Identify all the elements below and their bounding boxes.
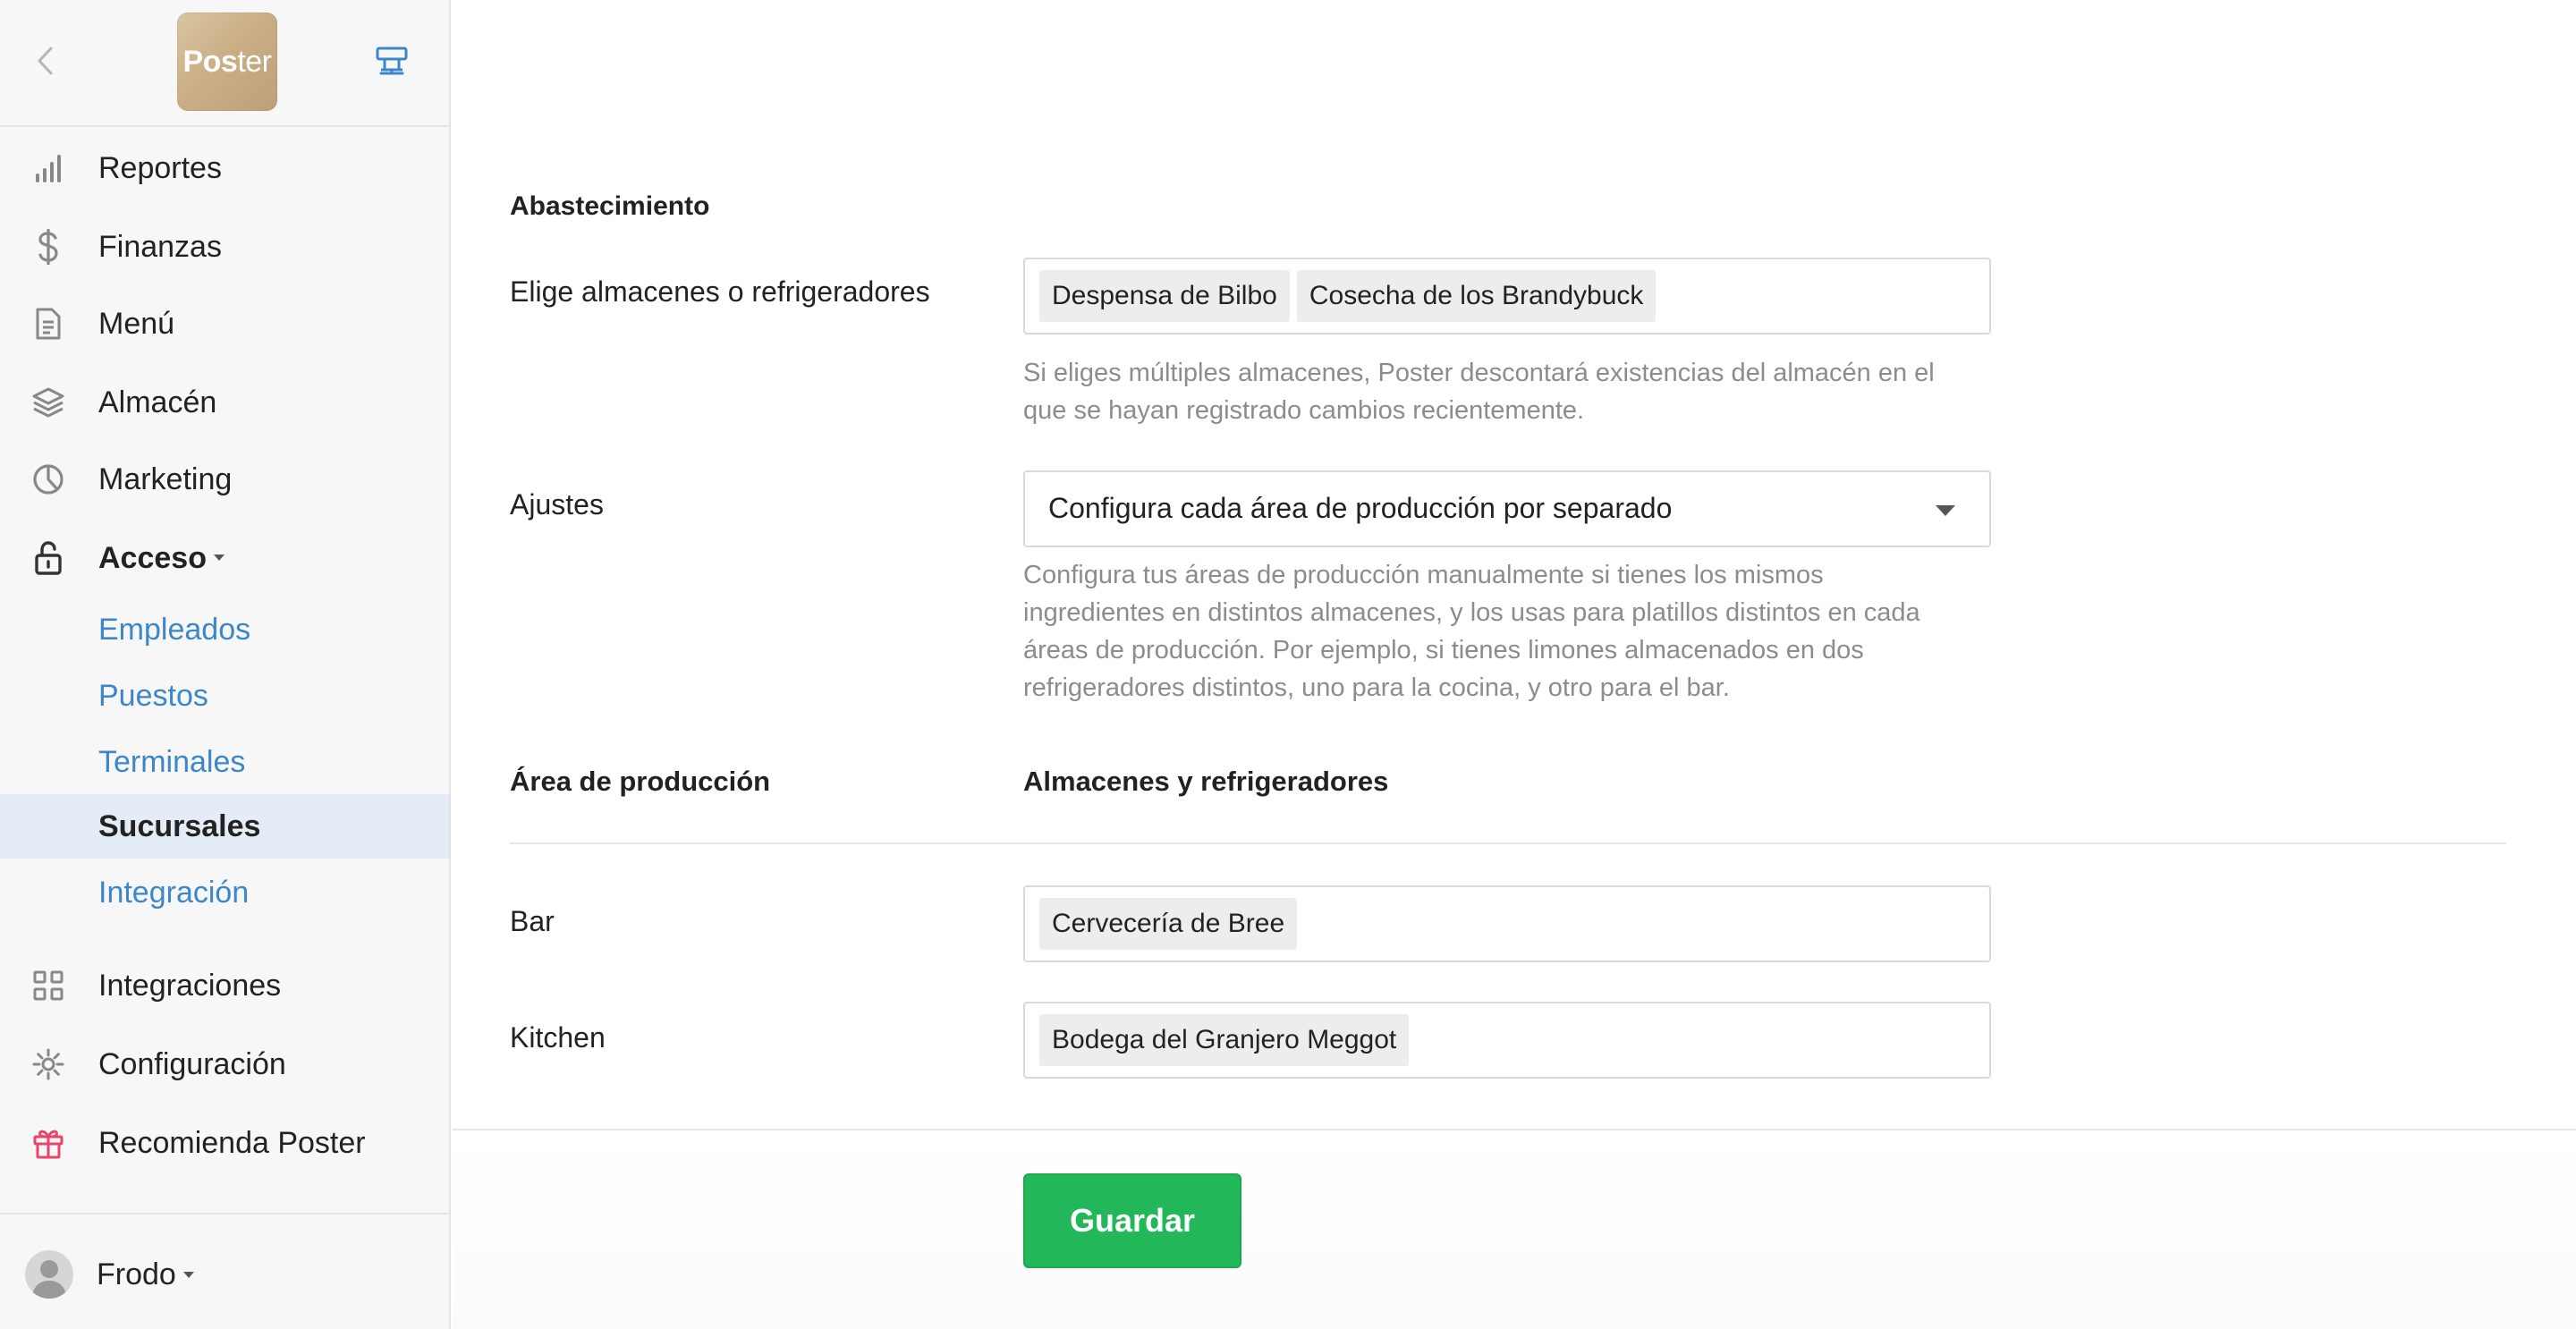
storages-help <box>1023 354 2007 429</box>
nav-label: Configuración <box>98 1046 286 1081</box>
settings-select[interactable] <box>1023 470 1991 547</box>
user-menu <box>0 1213 449 1329</box>
sidebar-item-puestos[interactable] <box>0 664 449 728</box>
section-title: Abastecimiento <box>510 191 710 221</box>
storages-tags <box>1039 270 1656 322</box>
area-tags <box>1039 898 1297 950</box>
nav-label: Acceso <box>98 540 207 575</box>
pie-chart-icon <box>30 461 66 497</box>
nav-item-acceso[interactable] <box>0 522 449 594</box>
nav-label: Almacén <box>98 385 217 419</box>
layers-icon <box>30 385 66 420</box>
area-name-bar: Bar <box>510 905 555 937</box>
storages-label: Elige almacenes o refrigeradores <box>510 275 930 308</box>
nav-label: Integraciones <box>98 968 282 1003</box>
pos-terminal-icon[interactable] <box>372 43 411 82</box>
nav-item-finanzas[interactable] <box>0 211 449 283</box>
sub-label: Empleados <box>98 612 251 647</box>
column-header-storages: Almacenes y refrigeradores <box>1023 766 1389 797</box>
bar-chart-icon <box>30 150 66 186</box>
area-name-kitchen: Kitchen <box>510 1021 606 1054</box>
help-line: Si eliges múltiples almacenes, Poster descontará existencias del almacén en el <box>1023 359 1935 387</box>
storage-tag[interactable]: Despensa de Bilbo <box>1039 270 1290 322</box>
storages-multiselect[interactable] <box>1023 258 1991 334</box>
nav-label: Reportes <box>98 150 222 185</box>
help-line: Configura tus áreas de producción manualmente si tienes los mismos <box>1023 561 1824 589</box>
sidebar <box>0 0 451 1329</box>
nav-item-recomienda-poster[interactable] <box>0 1107 449 1179</box>
poster-logo <box>177 13 277 111</box>
settings-label: Ajustes <box>510 488 604 521</box>
area-bar-storages-multiselect[interactable] <box>1023 885 1991 962</box>
area-tags <box>1039 1014 1409 1066</box>
form-footer <box>453 1129 2576 1329</box>
nav-label: Menú <box>98 306 175 341</box>
sub-label: Puestos <box>98 678 208 713</box>
logo-text-bold: Pos <box>182 44 238 79</box>
help-line: ingredientes en distintos almacenes, y los usas para platillos distintos en cada <box>1023 598 1920 627</box>
avatar[interactable] <box>25 1250 73 1299</box>
back-icon[interactable] <box>29 43 64 79</box>
gift-icon <box>30 1125 66 1161</box>
user-name[interactable] <box>97 1257 194 1292</box>
settings-help <box>1023 556 2007 707</box>
nav-item-menu[interactable] <box>0 288 449 360</box>
document-icon <box>30 306 66 342</box>
column-header-area: Área de producción <box>510 766 771 797</box>
sidebar-header <box>0 0 449 127</box>
storage-tag[interactable]: Cosecha de los Brandybuck <box>1297 270 1657 322</box>
sub-label: Integración <box>98 875 250 910</box>
sidebar-item-integracion[interactable] <box>0 860 449 925</box>
settings-select-value: Configura cada área de producción por separado <box>1048 492 1673 524</box>
sidebar-item-terminales[interactable] <box>0 730 449 794</box>
save-button[interactable]: Guardar <box>1023 1173 1241 1268</box>
sidebar-item-empleados[interactable] <box>0 597 449 662</box>
nav-item-integraciones[interactable] <box>0 950 449 1021</box>
storage-tag[interactable]: Cervecería de Bree <box>1039 898 1297 950</box>
logo-text-light: ter <box>237 44 272 79</box>
grid-icon <box>30 968 66 1003</box>
area-kitchen-storages-multiselect[interactable] <box>1023 1002 1991 1079</box>
nav-item-reportes[interactable] <box>0 132 449 204</box>
nav-item-marketing[interactable] <box>0 444 449 515</box>
gear-icon <box>30 1046 66 1082</box>
nav-item-configuracion[interactable] <box>0 1028 449 1100</box>
sub-label: Terminales <box>98 744 246 779</box>
user-name-text: Frodo <box>97 1257 176 1291</box>
chevron-down-icon <box>214 554 225 561</box>
nav-item-almacen[interactable] <box>0 367 449 438</box>
chevron-down-icon <box>183 1272 194 1278</box>
dollar-icon <box>30 229 66 265</box>
chevron-down-icon <box>1936 505 1955 516</box>
nav-label: Recomienda Poster <box>98 1125 366 1160</box>
sidebar-item-sucursales[interactable] <box>0 794 449 859</box>
main-content <box>453 0 2576 1329</box>
nav-label-acceso <box>98 541 225 576</box>
divider <box>510 842 2506 844</box>
unlock-icon <box>30 540 66 576</box>
help-line: que se hayan registrado cambios recientemente. <box>1023 396 1585 425</box>
help-line: áreas de producción. Por ejemplo, si tienes limones almacenados en dos <box>1023 636 1864 664</box>
nav-label: Marketing <box>98 461 233 496</box>
help-line: refrigeradores distintos, uno para la cocina, y otro para el bar. <box>1023 673 1730 702</box>
storage-tag[interactable]: Bodega del Granjero Meggot <box>1039 1014 1409 1066</box>
sub-label: Sucursales <box>98 808 261 843</box>
nav-label: Finanzas <box>98 229 222 264</box>
